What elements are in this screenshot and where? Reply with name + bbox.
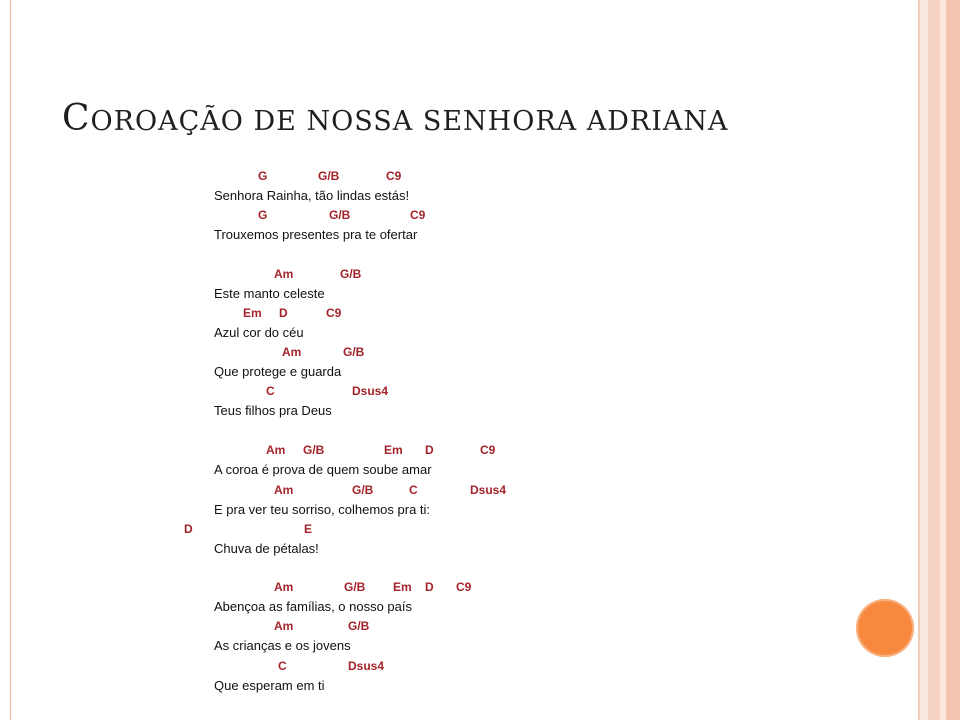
chord-label: G/B bbox=[318, 169, 340, 183]
chord-label: C bbox=[409, 483, 418, 497]
lyric-line: Este manto celeste bbox=[214, 286, 325, 301]
lyric-line: E pra ver teu sorriso, colhemos pra ti: bbox=[214, 502, 431, 517]
lyric-line: Que esperam em ti bbox=[214, 678, 325, 693]
chord-label: D bbox=[279, 306, 288, 320]
lyric-line: Que protege e guarda bbox=[214, 364, 342, 379]
chord-label: Dsus4 bbox=[348, 659, 385, 673]
chord-label: Em bbox=[243, 306, 262, 320]
chord-label: Am bbox=[266, 443, 286, 457]
chord-label: C bbox=[266, 384, 275, 398]
chord-label: C9 bbox=[386, 169, 402, 183]
chord-label: G/B bbox=[303, 443, 325, 457]
lyric-line: Teus filhos pra Deus bbox=[214, 403, 332, 418]
chord-label: G/B bbox=[344, 580, 366, 594]
chord-label: C9 bbox=[456, 580, 472, 594]
chord-label: C bbox=[278, 659, 287, 673]
slide-title-rest: OROAÇÃO DE NOSSA SENHORA ADRIANA bbox=[90, 106, 729, 137]
chord-label: Em bbox=[393, 580, 412, 594]
chord-label: C9 bbox=[480, 443, 496, 457]
clipped-chord-fragment: D bbox=[184, 522, 193, 536]
lyric-line: A coroa é prova de quem soube amar bbox=[214, 462, 432, 477]
chord-label: D bbox=[425, 580, 434, 594]
chord-label: C9 bbox=[326, 306, 342, 320]
chord-label: G bbox=[258, 169, 268, 183]
chord-label: Am bbox=[274, 483, 294, 497]
chord-label: G/B bbox=[343, 345, 365, 359]
lyric-line: Trouxemos presentes pra te ofertar bbox=[214, 227, 418, 242]
chord-label: Dsus4 bbox=[470, 483, 507, 497]
lyric-line: Chuva de pétalas! bbox=[214, 541, 319, 556]
chord-label: Am bbox=[274, 267, 294, 281]
chord-label: Em bbox=[384, 443, 403, 457]
chord-label: G bbox=[258, 208, 268, 222]
chord-label: G/B bbox=[329, 208, 351, 222]
lyric-line: As crianças e os jovens bbox=[214, 638, 351, 653]
chord-label: C9 bbox=[410, 208, 426, 222]
lyric-line: Senhora Rainha, tão lindas estás! bbox=[214, 188, 410, 203]
chord-label: G/B bbox=[340, 267, 362, 281]
chord-label: Am bbox=[274, 619, 294, 633]
chord-label: Am bbox=[274, 580, 294, 594]
chord-label: Am bbox=[282, 345, 302, 359]
chord-label: G/B bbox=[348, 619, 370, 633]
chord-label: D bbox=[425, 443, 434, 457]
chord-label: E bbox=[304, 522, 313, 536]
slide-title-initial: C bbox=[62, 98, 91, 139]
chord-label: Dsus4 bbox=[352, 384, 389, 398]
lyric-line: Abençoa as famílias, o nosso país bbox=[214, 599, 413, 614]
chord-label: G/B bbox=[352, 483, 374, 497]
orange-circle-decoration bbox=[856, 599, 914, 657]
lyric-line: Azul cor do céu bbox=[214, 325, 304, 340]
